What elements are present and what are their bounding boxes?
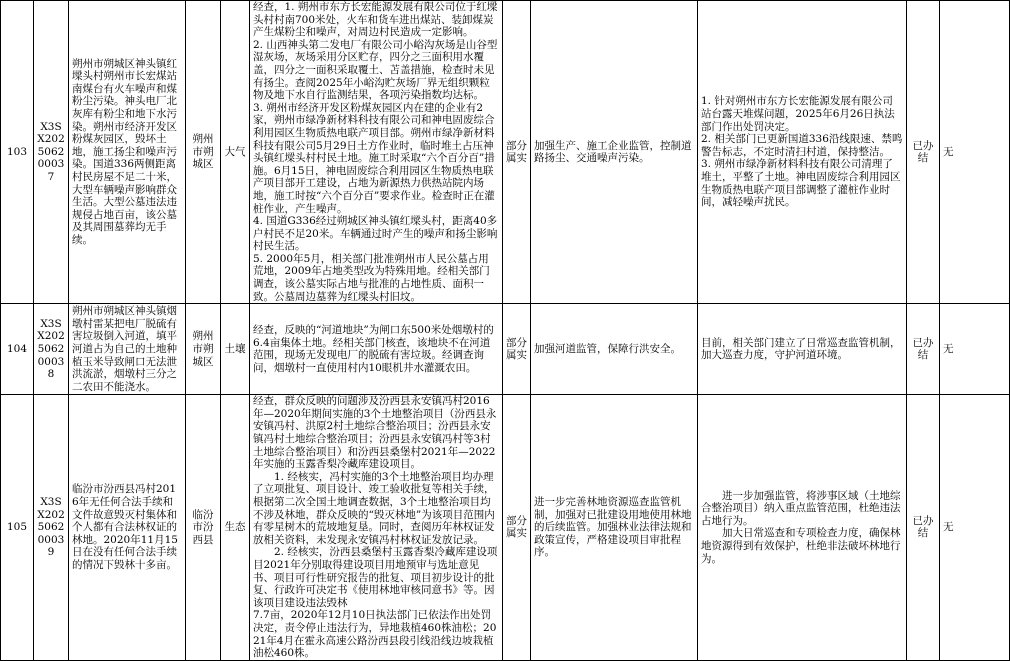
finding-paragraph: 1. 经核实，冯村实施的3个土地整治项目均办理了立项批复、项目设计、竣工验收批复等相关手续，根据第二次全国土地调查数据，3个土地整治项目均不涉及林地，群众反映的“毁灭林地”为该项目范围内有零星树木的荒坡地复垦。同时，查阅历年林权证发放相关资料，未发现永安镇冯村林权证发放记录。 xyxy=(253,470,495,546)
handling-measures: 加强生产、施工企业监管，控制道路扬尘、交通噪声污染。 xyxy=(531,1,698,304)
table-row xyxy=(1,395,1010,660)
accountability: 无 xyxy=(940,1,1010,304)
table-row xyxy=(1,304,1010,395)
finding-paragraph: 经查，反映的“河道地块”为闸口东500米处烟墩村的6.4亩集体土地。经相关部门核查，该地块不在河道范围，现场无发现电厂的脱硫有害垃圾。经调查询问，烟墩村一直使用村内10眼机井水灌溉农田。 xyxy=(253,324,494,374)
rectification-results xyxy=(698,1,907,304)
finding-paragraph: 5. 2000年5月，相关部门批准朔州市人民公墓占用荒地，2009年占地类型改为特殊用地。经相关部门调查，该公墓实际占地与批准的占地性质、面积一致。公墓周边墓葬为红墚头村旧坟。 xyxy=(253,252,490,303)
investigation-findings xyxy=(250,304,503,395)
administrative-region: 朔州市朔城区 xyxy=(186,1,221,304)
rectification-results xyxy=(698,304,907,395)
row-number: 103 xyxy=(1,1,34,304)
investigation-findings xyxy=(250,1,503,304)
result-paragraph: 1. 针对朔州市东方长宏能源发展有限公司站台露天堆煤问题，2025年6月26日执法部门作出处罚决定。 xyxy=(701,95,895,133)
case-code: X3SX202506200039 xyxy=(34,395,69,660)
finding-paragraph: 3. 朔州市经济开发区粉煤灰园区内在建的企业有2家，朔州市绿净新材料科技有限公司和神电固废综合利用园区生物质热电联产项目部。朔州市绿净新材料科技有限公司5月29日土方作业时，临时堆土占压神头镇红墚头村村民土地。施工时采取“六个百分百”措施。6月15日，神电固废综合利用园区生物质热电联产项目部开工建设，占地为新源热力供热站院内场地，施工时按“六个百分百”要求作业。检查时正在灌桩作业，产生噪声。 xyxy=(253,101,495,215)
result-paragraph: 进一步加强监管，将涉事区域（土地综合整治项目）纳入重点监管范围，杜绝违法占地行为。 xyxy=(701,489,901,527)
accountability: 无 xyxy=(940,395,1010,660)
finding-paragraph: 7.7亩，2020年12月10日执法部门已依法作出处罚决定，责令停止违法行为，异地栽植460株油松；2021年4月在霍永高速公路汾西县段引线沿线边坡栽植油松460株。 xyxy=(253,609,497,660)
completion-status: 已办结 xyxy=(907,1,940,304)
handling-measures: 加强河道监管，保障行洪安全。 xyxy=(531,304,698,395)
finding-paragraph: 经查，群众反映的问题涉及汾西县永安镇冯村2016年—2020年期间实施的3个土地整治项目（汾西县永安镇冯村、洪原2村土地综合整治项目；汾西县永安镇冯村土地综合整治项目；汾西县永安镇冯村等3村土地综合整治项目）和汾西县桑堡村2021年—2022年实施的玉露香梨冷藏库建设项目。 xyxy=(253,395,497,471)
finding-paragraph: 经查，1. 朔州市东方长宏能源发展有限公司位于红墚头村村南700米处，火车和货车进出煤站、装卸煤炭产生煤粉尘和噪声，对周边村民造成一定影响。 xyxy=(253,1,498,39)
administrative-region: 临汾市汾西县 xyxy=(186,395,221,660)
row-number: 105 xyxy=(1,395,34,660)
case-code: X3SX202506200038 xyxy=(34,304,69,395)
accountability: 无 xyxy=(940,304,1010,395)
completion-status: 已办结 xyxy=(907,395,940,660)
finding-paragraph: 2. 山西神头第二发电厂有限公司小峪沟灰场是山谷型湿灰场，灰场采用分区贮存，四分之三面积用水覆盖，四分之一面积采取覆土、苫盖措施，检查时未见有扬尘。查阅2025年小峪沟贮灰场厂界无组织颗粒物及地下水自行监测结果，各项污染指数均达标。 xyxy=(253,38,498,102)
handling-measures: 进一步完善林地资源巡查监管机制，加强对已批建设用地使用林地的后续监管。加强林业法律法规和政策宣传，严格建设项目审批程序。 xyxy=(531,395,698,660)
pollution-type: 大气 xyxy=(221,1,250,304)
administrative-region: 朔州市朔城区 xyxy=(186,304,221,395)
table-row xyxy=(1,1,1010,304)
result-paragraph: 2. 相关部门已更新国道336沿线限速、禁鸣警告标志，不定时清扫村道，保持整洁。 xyxy=(701,133,903,158)
result-paragraph: 加大日常巡查和专项检查力度，确保林地资源得到有效保护，杜绝非法破坏林地行为。 xyxy=(701,527,901,565)
complaint-content: 朔州市朔城区神头镇红墚头村朔州市长宏煤站南煤台有火车噪声和煤粉尘污染。神头电厂北灰库有粉尘和地下水污染。朔州市经济开发区粉煤灰园区，毁坏土地，施工扬尘和噪声污染。国道336两侧距离村民房屋不足二十米，大型车辆噪声影响群众生活。大型公墓违法违规侵占地百亩，该公墓及其周围墓葬均无手续。 xyxy=(69,1,186,304)
complaint-content: 朔州市朔城区神头镇烟墩村雷某把电厂脱硫有害垃圾倒入河道，填平河道占为自己的土地种植玉米导致闸口无法泄洪流淤，烟墩村三分之二农田不能浇水。 xyxy=(69,304,186,395)
rectification-results xyxy=(698,395,907,660)
completion-status: 已办结 xyxy=(907,304,940,395)
verification-status: 部分属实 xyxy=(503,395,531,660)
case-code: X3SX202506200037 xyxy=(34,1,69,304)
pollution-type: 生态 xyxy=(221,395,250,660)
finding-paragraph: 2. 经核实，汾西县桑堡村玉露香梨冷藏库建设项目2021年分别取得建设项目用地预审与选址意见书、项目可行性研究报告的批复、项目初步设计的批复、行政许可决定书《使用林地审核同意书》等。因该项目建设违法毁林 xyxy=(253,546,498,609)
verification-status: 部分属实 xyxy=(503,1,531,304)
result-paragraph: 3. 朔州市绿净新材料科技有限公司清理了堆土，平整了土地。神电固废综合利用园区生物质热电联产项目部调整了灌桩作业时间，减轻噪声扰民。 xyxy=(701,158,901,209)
result-paragraph: 目前，相关部门建立了日常巡查监管机制，加大巡查力度，守护河道环境。 xyxy=(701,336,901,362)
verification-status: 部分属实 xyxy=(503,304,531,395)
row-number: 104 xyxy=(1,304,34,395)
complaint-content: 临汾市汾西县冯村2016年无任何合法手续和文件故意毁灭村集体和个人都有合法林权证的林地。2020年11月15日在没有任何合法手续的情况下毁林十多亩。 xyxy=(69,395,186,660)
pollution-type: 土壤 xyxy=(221,304,250,395)
investigation-findings xyxy=(250,395,503,660)
finding-paragraph: 4. 国道G336经过朔城区神头镇红墚头村，距离40多户村民不足20米。车辆通过时产生的噪声和扬尘影响村民生活。 xyxy=(253,215,498,253)
